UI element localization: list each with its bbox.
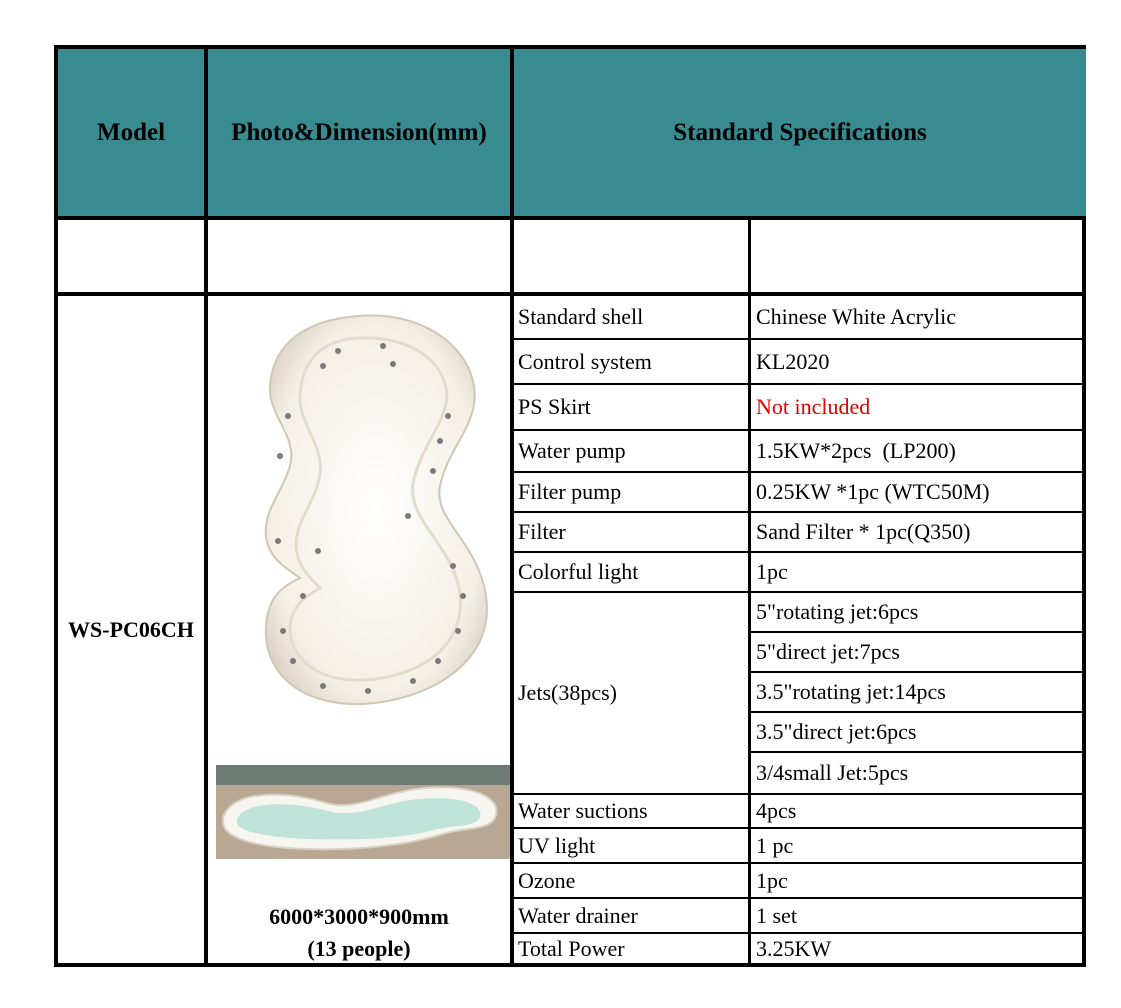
spec-label-filter: Filter [518, 519, 566, 544]
spec-label-total-power: Total Power [518, 935, 625, 961]
grid-line [58, 216, 1086, 220]
spa-installed-photo [216, 765, 510, 859]
spec-label-water-suctions: Water suctions [518, 798, 648, 823]
spa-top-view-photo [208, 296, 510, 716]
spec-table [54, 45, 1086, 967]
spec-value-jet-item: 3/4small Jet:5pcs [756, 760, 909, 785]
spec-label-ozone: Ozone [518, 867, 576, 893]
spec-label-control-system: Control system [518, 348, 652, 374]
spec-value-water-drainer: 1 set [756, 902, 797, 928]
spec-label-colorful-light: Colorful light [518, 559, 639, 584]
header-standard-specifications: Standard Specifications [514, 49, 1086, 216]
spec-value-total-power: 3.25KW [756, 935, 832, 961]
spec-label-water-pump: Water pump [518, 438, 626, 463]
spec-value-ps-skirt: Not included [756, 394, 871, 419]
spec-value-filter: Sand Filter * 1pc(Q350) [756, 519, 971, 544]
spec-value-standard-shell: Chinese White Acrylic [756, 304, 956, 329]
spec-value-uv-light: 1 pc [756, 832, 794, 858]
spec-value-jet-item: 3.5"rotating jet:14pcs [756, 679, 946, 704]
dimension-text [208, 901, 510, 965]
grid-line [510, 49, 514, 963]
model-name: WS-PC06CH [68, 616, 194, 642]
spec-value-control-system: KL2020 [756, 348, 830, 374]
spec-value-colorful-light: 1pc [756, 559, 788, 584]
spec-label-standard-shell: Standard shell [518, 304, 644, 329]
header-photo-dimension: Photo&Dimension(mm) [208, 49, 510, 216]
spec-label-filter-pump: Filter pump [518, 479, 622, 504]
spec-value-jet-item: 3.5"direct jet:6pcs [756, 719, 917, 744]
spec-label-jets: Jets(38pcs) [518, 680, 617, 705]
spec-value-filter-pump: 0.25KW *1pc (WTC50M) [756, 479, 990, 504]
spec-value-water-pump: 1.5KW*2pcs (LP200) [756, 438, 956, 463]
spec-label-ps-skirt: PS Skirt [518, 394, 591, 419]
header-model: Model [58, 49, 204, 216]
spec-label-uv-light: UV light [518, 832, 596, 858]
spec-label-water-drainer: Water drainer [518, 902, 638, 928]
spec-value-jet-item: 5"direct jet:7pcs [756, 639, 900, 664]
dimension-size: 6000*3000*900mm [269, 904, 449, 929]
spec-value-ozone: 1pc [756, 867, 788, 893]
spec-value-water-suctions: 4pcs [756, 798, 797, 823]
spec-value-jet-item: 5"rotating jet:6pcs [756, 599, 919, 624]
dimension-capacity: (13 people) [307, 936, 411, 961]
